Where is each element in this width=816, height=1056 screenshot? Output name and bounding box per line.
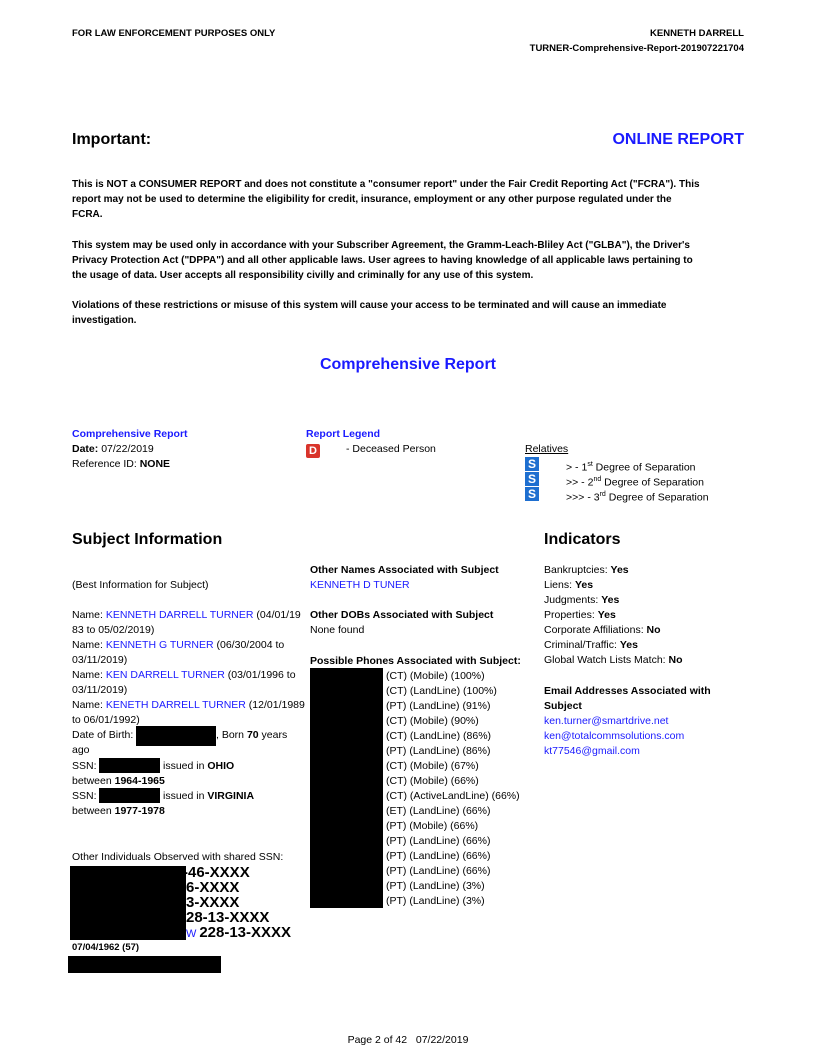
subject-name-3: Name: KEN DARRELL TURNER (03/01/1996 to xyxy=(72,669,296,681)
shared-ssn-4: 28-13-XXXX xyxy=(186,909,270,926)
phone-type: (PT) (LandLine) (66%) xyxy=(386,835,491,847)
dob-age: , Born 70 years xyxy=(216,729,288,741)
ssn-2-label: SSN: xyxy=(72,790,97,802)
shared-ssn-2: 6-XXXX xyxy=(186,879,240,896)
redacted-phone-number xyxy=(310,833,383,848)
redacted-phone-number xyxy=(310,773,383,788)
shared-person-link[interactable]: W xyxy=(186,928,197,940)
indicator-item: Corporate Affiliations: No xyxy=(544,624,661,636)
redacted-shared-ssn-block xyxy=(70,866,186,940)
phones-title: Possible Phones Associated with Subject: xyxy=(310,655,521,667)
report-info-title: Comprehensive Report xyxy=(72,428,188,440)
phone-type: (CT) (LandLine) (100%) xyxy=(386,685,497,697)
email-link[interactable]: ken.turner@smartdrive.net xyxy=(544,715,669,727)
redacted-phone-number xyxy=(310,878,383,893)
redacted-shared-name xyxy=(68,956,221,973)
header-right-line1: KENNETH DARRELL xyxy=(650,28,744,39)
relative-3rd-icon: S xyxy=(525,487,539,501)
redacted-phone-number xyxy=(310,788,383,803)
redacted-phone-number xyxy=(310,728,383,743)
redacted-phone-number xyxy=(310,758,383,773)
redacted-phone-number xyxy=(310,863,383,878)
phone-type: (PT) (LandLine) (66%) xyxy=(386,850,491,862)
comprehensive-report-title: Comprehensive Report xyxy=(319,356,497,373)
indicator-item: Criminal/Traffic: Yes xyxy=(544,639,638,651)
ssn-1-label: SSN: xyxy=(72,760,97,772)
email-title-line2: Subject xyxy=(544,700,582,712)
indicator-item: Global Watch Lists Match: No xyxy=(544,654,683,666)
deceased-label: - Deceased Person xyxy=(346,443,436,455)
report-date: Date: 07/22/2019 xyxy=(72,443,154,455)
subject-name-1-range: 83 to 05/02/2019) xyxy=(72,624,155,636)
other-name-link[interactable]: KENNETH D TUNER xyxy=(310,579,410,591)
degree-3-label: >>> - 3rd Degree of Separation xyxy=(566,491,709,504)
header-right-line2: TURNER-Comprehensive-Report-201907221704 xyxy=(529,43,744,54)
shared-ssn-title: Other Individuals Observed with shared SSN: xyxy=(72,851,284,863)
subject-info-title: Subject Information xyxy=(72,531,223,548)
subject-name-3-range: 03/11/2019) xyxy=(72,684,128,696)
phone-type: (CT) (ActiveLandLine) (66%) xyxy=(386,790,520,802)
email-title-line1: Email Addresses Associated with xyxy=(544,685,711,697)
dob-ago: ago xyxy=(72,744,90,756)
redacted-phone-number xyxy=(310,668,383,683)
redacted-phone-number xyxy=(310,683,383,698)
indicator-item: Properties: Yes xyxy=(544,609,616,621)
name-link[interactable]: KENNETH DARRELL TURNER xyxy=(105,609,254,621)
other-dobs-title: Other DOBs Associated with Subject xyxy=(310,609,494,621)
redacted-ssn-2 xyxy=(99,788,160,803)
best-info-label: (Best Information for Subject) xyxy=(72,579,209,591)
ssn-2-issued: issued in VIRGINIA xyxy=(163,790,255,802)
phone-type: (PT) (LandLine) (86%) xyxy=(386,745,491,757)
redacted-phone-number xyxy=(310,818,383,833)
redacted-phone-number xyxy=(310,713,383,728)
name-link[interactable]: KEN DARRELL TURNER xyxy=(105,669,225,681)
name-link[interactable]: KENETH DARRELL TURNER xyxy=(105,699,246,711)
redacted-phone-number xyxy=(310,893,383,908)
other-dobs-value: None found xyxy=(310,624,365,636)
shared-ssn-3: 3-XXXX xyxy=(186,894,240,911)
subject-name-2: Name: KENNETH G TURNER (06/30/2004 to xyxy=(72,639,285,651)
ssn-2-between: between 1977-1978 xyxy=(72,805,165,817)
shared-ssn-1: -46-XXXX xyxy=(183,864,250,881)
phone-type: (PT) (LandLine) (91%) xyxy=(386,700,491,712)
page-footer: Page 2 of 42 07/22/2019 xyxy=(347,1034,469,1046)
ssn-1-issued: issued in OHIO xyxy=(163,760,235,772)
subject-name-2-range: 03/11/2019) xyxy=(72,654,128,666)
indicators-title: Indicators xyxy=(544,531,621,548)
phone-type: (CT) (Mobile) (67%) xyxy=(386,760,479,772)
degree-1-label: > - 1st Degree of Separation xyxy=(566,461,696,474)
relative-1st-icon: S xyxy=(525,457,539,471)
glba-notice: This system may be used only in accordance with your Subscriber Agreement, the Gramm-Leach-Bliley Act ("GLBA"), the Driver's Privacy Protection Act ("DPPA") and all other applicable laws. User agrees to having knowledge of all applicable laws pertaining to the usage of data. User accepts all responsibility civilly and criminally for any use of this system. xyxy=(72,240,693,281)
redacted-phone-number xyxy=(310,743,383,758)
online-report-label: ONLINE REPORT xyxy=(612,131,744,148)
redacted-ssn-1 xyxy=(99,758,160,773)
phone-type: (ET) (LandLine) (66%) xyxy=(386,805,491,817)
relatives-label: Relatives xyxy=(525,443,569,455)
phone-type: (CT) (Mobile) (100%) xyxy=(386,670,485,682)
indicator-item: Judgments: Yes xyxy=(544,594,620,606)
redacted-dob xyxy=(136,726,216,746)
violations-notice: Violations of these restrictions or misuse of this system will cause your access to be terminated and will cause an immediate investigation. xyxy=(72,300,667,326)
redacted-phone-number xyxy=(310,848,383,863)
phone-type: (PT) (LandLine) (3%) xyxy=(386,880,485,892)
redacted-phone-number xyxy=(310,698,383,713)
phone-type: (PT) (LandLine) (66%) xyxy=(386,865,491,877)
header-left: FOR LAW ENFORCEMENT PURPOSES ONLY xyxy=(72,28,276,39)
phone-type: (CT) (Mobile) (66%) xyxy=(386,775,479,787)
fcra-notice: This is NOT a CONSUMER REPORT and does not constitute a "consumer report" under the Fair Credit Reporting Act ("FCRA"). This report may not be used to determine the eligibility for credit, insurance, employment or any other purpose regulated under the FCRA. xyxy=(72,179,700,220)
phone-type: (PT) (Mobile) (66%) xyxy=(386,820,479,832)
email-link[interactable]: ken@totalcommsolutions.com xyxy=(544,730,685,742)
shared-ssn-5: W 228-13-XXXX xyxy=(186,924,292,941)
shared-dob: 07/04/1962 (57) xyxy=(72,942,140,953)
legend-title: Report Legend xyxy=(306,428,381,440)
email-link[interactable]: kt77546@gmail.com xyxy=(544,745,640,757)
redacted-phone-number xyxy=(310,803,383,818)
other-names-title: Other Names Associated with Subject xyxy=(310,564,499,576)
name-link[interactable]: KENNETH G TURNER xyxy=(105,639,214,651)
subject-name-1: Name: KENNETH DARRELL TURNER (04/01/19 xyxy=(72,609,301,621)
phone-type: (CT) (Mobile) (90%) xyxy=(386,715,479,727)
subject-name-4: Name: KENETH DARRELL TURNER (12/01/1989 xyxy=(72,699,305,711)
ssn-1-between: between 1964-1965 xyxy=(72,775,165,787)
important-title: Important: xyxy=(72,131,152,148)
indicator-item: Bankruptcies: Yes xyxy=(544,564,629,576)
phone-type: (PT) (LandLine) (3%) xyxy=(386,895,485,907)
deceased-icon: D xyxy=(306,444,320,458)
reference-id: Reference ID: NONE xyxy=(72,458,171,470)
indicator-item: Liens: Yes xyxy=(544,579,594,591)
phone-type: (CT) (LandLine) (86%) xyxy=(386,730,492,742)
subject-name-4-range: to 06/01/1992) xyxy=(72,714,140,726)
degree-2-label: >> - 2nd Degree of Separation xyxy=(566,476,704,489)
relative-2nd-icon: S xyxy=(525,472,539,486)
date-of-birth-label: Date of Birth: xyxy=(72,729,134,741)
